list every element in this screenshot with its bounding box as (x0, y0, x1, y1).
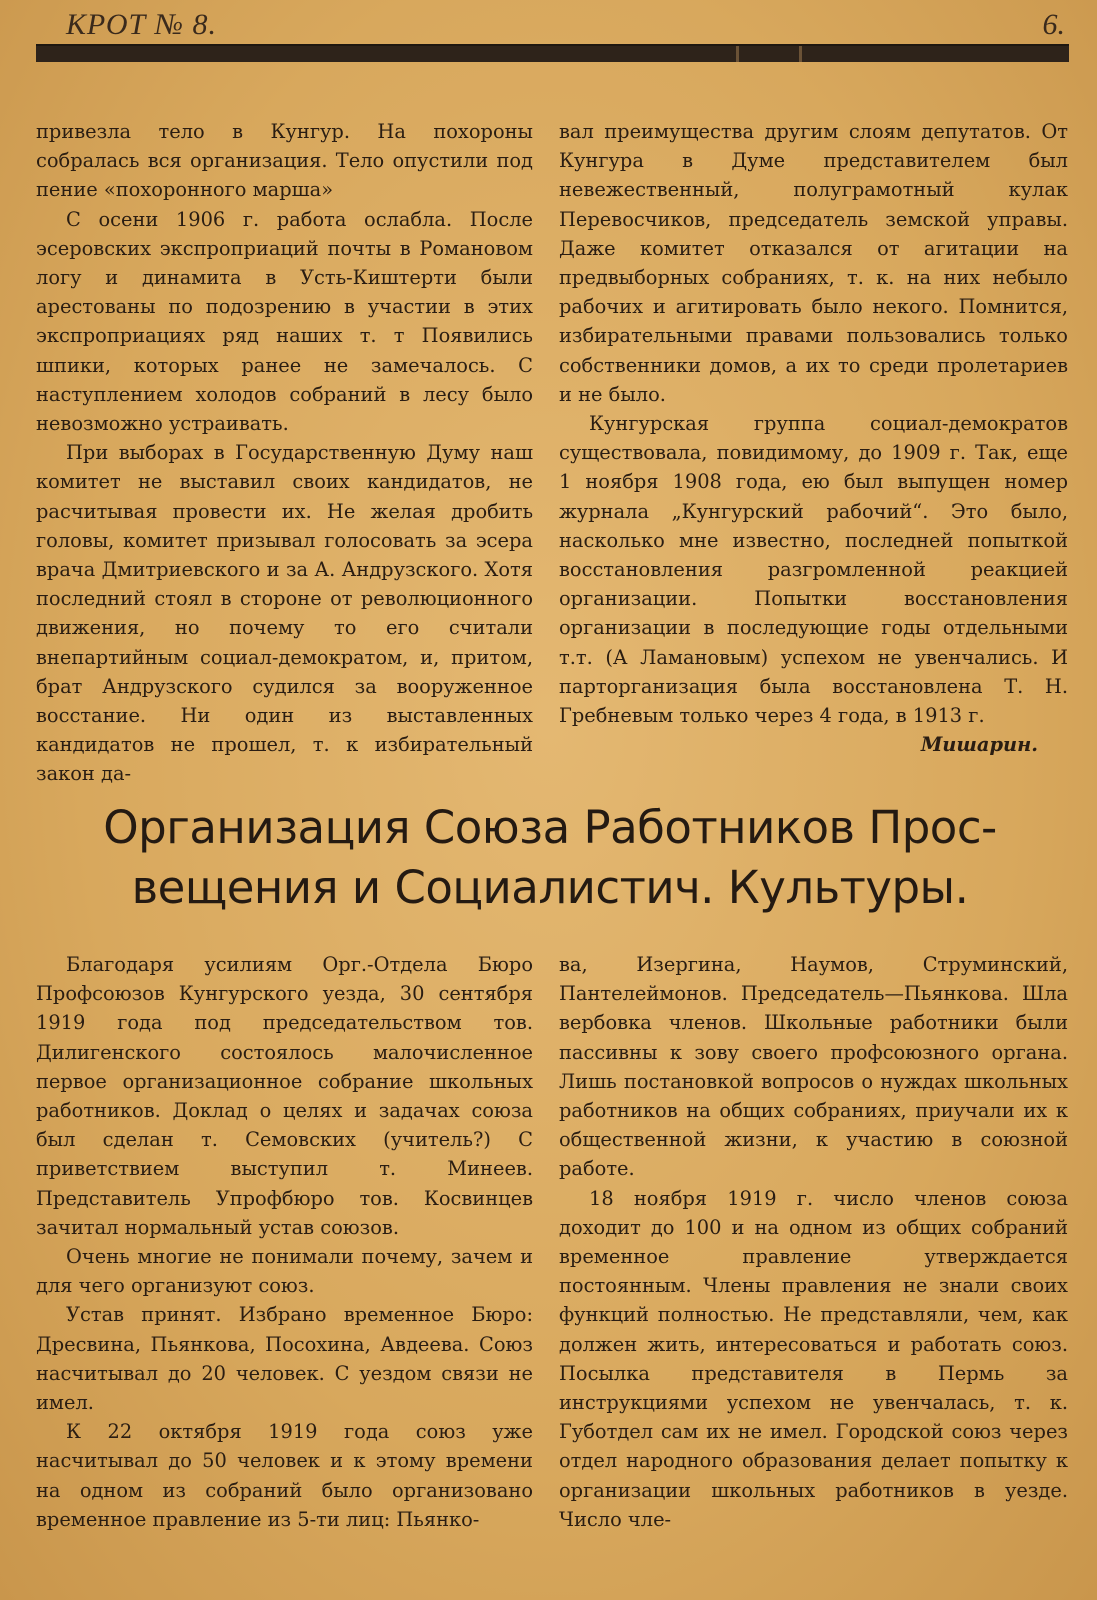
paragraph: Очень многие не понимали почему, зачем и для чего организуют союз. (36, 1245, 533, 1298)
paragraph: привезла тело в Кунгур. На похороны собралась вся организация. Тело опустили под пение «похоронного марша» (36, 120, 533, 202)
paragraph: С осени 1906 г. работа ослабла. После эсеровских экспроприаций почты в Романовом логу и динамита в Усть-Киштерти были арестованы по подозрению в участии в этих экспроприациях ряд наших т. т Появились шпики, которых ранее не замечалось. С наступлением холодов собраний в лесу было невозможно устраивать. (36, 207, 533, 436)
article2-column-1 (36, 950, 533, 1534)
paragraph: ва, Изергина, Наумов, Струминский, Пантелеймонов. Председатель—Пьянкова. Шла вербовка членов. Школьные работники были пассивны к зову своего профсоюзного органа. Лишь постановкой вопросов о нуждах школьных работников на общих собраниях, приучали их к общественной жизни, к участию в союзной работе. (559, 953, 1068, 1181)
article2-column-2 (559, 950, 1068, 1534)
paragraph: Кунгурская группа социал-демократов существовала, повидимому, до 1909 г. Так, еще 1 ноября 1908 года, ею был выпущен номер журнала „Кунгурский рабочий“. Это было, насколько мне известно, последней попыткой восстановления разгромленной реакцией организации. Попытки восстановления организации в последующие годы отдельными т.т. (А Ламановым) успехом не увенчались. И парторганизация была восстановлена Т. Н. Гребневым только через 4 года, в 1913 г. (559, 412, 1068, 728)
paragraph: При выборах в Государственную Думу наш комитет не выставил своих кандидатов, не расчитывая провести их. Не желая дробить головы, комитет призывал голосовать за эсера врача Дмитриевского и за А. Андрузского. Хотя последний стоял в стороне от революционного движения, но почему то его считали внепартийным социал-демократом, и, притом, брат Андрузского судился за вооруженное восстание. Ни один из выставленных кандидатов не прошел, т. к избирательный закон да- (36, 441, 533, 786)
author-signature: Мишарин. (920, 733, 1038, 757)
page-number: 6. (1042, 8, 1065, 41)
paragraph: Устав принят. Избрано временное Бюро: Дресвина, Пьянкова, Посохина, Авдеева. Союз насчитывал до 20 человек. С уездом связи не имел. (36, 1303, 533, 1415)
header-rule (36, 44, 1069, 62)
article1-column-1 (36, 117, 533, 789)
headline-line-2: вещения и Социалистич. Культуры. (131, 861, 969, 914)
paragraph: 18 ноября 1919 г. число членов союза доходит до 100 и на одном из общих собраний временное правление утверждается постоянным. Члены правления не знали своих функций полностью. Не представляли, чем, как должен жить, интересоваться и работать союз. Посылка представителя в Пермь за инструкциями успехом не увенчалась, т. к. Губотдел сам их не имел. Городской союз через отдел народного образования делает попытку к организации школьных работников в уезде. Число чле- (559, 1186, 1068, 1531)
paragraph: вал преимущества другим слоям депутатов. От Кунгура в Думе представителем был невежественный, полуграмотный кулак Перевосчиков, председатель земской управы. Даже комитет отказался от агитации на предвыборных собраниях, т. к. на них небыло рабочих и агитировать было некого. Помнится, избирательными правами пользовались только собственники домов, а их то среди пролетариев и не было. (559, 120, 1068, 406)
paragraph: Благодаря усилиям Орг.-Отдела Бюро Профсоюзов Кунгурского уезда, 30 сентября 1919 года под председательством тов. Дилигенского состоялось малочисленное первое организационное собрание школьных работников. Доклад о целях и задачах союза был сделан т. Семовских (учитель?) С приветствием выступил т. Минеев. Представитель Упрофбюро тов. Косвинцев зачитал нормальный устав союзов. (36, 953, 533, 1239)
headline-line-1: Организация Союза Работников Прос- (103, 801, 997, 854)
article1-column-2 (559, 117, 1068, 759)
paragraph: К 22 октября 1919 года союз уже насчитывал до 50 человек и к этому времени на одном из собраний было организовано временное правление из 5-ти лиц: Пьянко- (36, 1420, 533, 1531)
page-header (66, 8, 1067, 44)
journal-issue-title: КРОТ № 8. (66, 8, 217, 41)
article2-headline (30, 798, 1070, 918)
